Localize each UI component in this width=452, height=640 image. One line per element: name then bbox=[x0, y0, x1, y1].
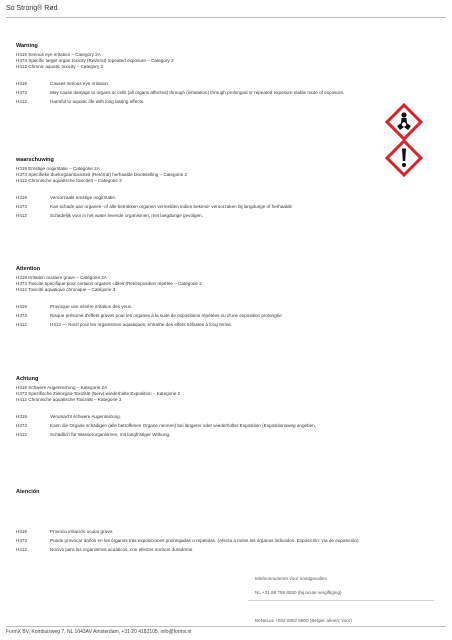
statement-text: Causes serious eye irritation. bbox=[50, 81, 110, 86]
section-heading: waarschuwing bbox=[16, 157, 54, 163]
hazard-statement bbox=[16, 430, 416, 439]
hazard-statement bbox=[16, 193, 416, 202]
classification-line: H319 Irritation oculaire grave – Catégorie 2A bbox=[16, 275, 107, 280]
hazard-statements bbox=[16, 412, 416, 439]
classification-line: H319 Schwere Augenreizung – Kategorie 2A bbox=[16, 385, 108, 390]
statement-code: H373 bbox=[16, 538, 27, 543]
classification-line: H319 Ernstige oogirritatie – Categorie 2A bbox=[16, 166, 100, 171]
hazard-statement bbox=[16, 302, 416, 311]
footer-address: FormX BV, Kombuisweg 7, NL 1043AV Amsterdam, +31 20 4182105, info@formx.nl bbox=[6, 629, 192, 635]
statement-code: H412 bbox=[16, 547, 27, 552]
statement-code: H412 bbox=[16, 432, 27, 437]
classification-line: H373 Spezifische Zielorgan-Toxizität (Nerv) wiederholte Exposition – Kategorie 2 bbox=[16, 391, 181, 396]
health-hazard-icon bbox=[384, 102, 424, 142]
statement-text: May cause damage to organs or cells (all organs affected) through (inhalation) through prolonged or repeated exposure stable route of exposure. bbox=[50, 90, 345, 95]
statement-text: H412 — Nocif pour les organismes aquatiques, entraîne des effets néfastes à long terme. bbox=[50, 322, 233, 327]
hazard-statements bbox=[16, 79, 416, 106]
hazard-statement bbox=[16, 421, 416, 430]
classification-line: H412 Chronic aquatic toxicity – Category 3 bbox=[16, 64, 104, 69]
hazard-statement bbox=[16, 211, 416, 220]
hazard-statement bbox=[16, 88, 416, 97]
statement-text: Kan schade aan organen -of alle betrokken organen vermelden indien bekend- veroorzaken bij langdurige of herhaalde bbox=[50, 204, 293, 209]
emergency-phone-nl: NL +31 88 755 8000 (bij acute vergiftiging) bbox=[255, 590, 342, 595]
statement-code: H412 bbox=[16, 213, 27, 218]
statement-text: Nocivo para los organismos acuáticos, con efectos nocivos duraderos. bbox=[50, 547, 194, 552]
hazard-statements bbox=[16, 302, 416, 329]
section-heading: Attention bbox=[16, 266, 41, 272]
statement-code: H373 bbox=[16, 204, 27, 209]
hazard-statements bbox=[16, 193, 416, 220]
document-title: So Strong® Rød bbox=[6, 5, 58, 12]
statement-code: H373 bbox=[16, 423, 27, 428]
statement-text: Puede provocar daños en los órganos tras exposiciones prolongadas o repetidas. (Afecta a todos los órganos indicados. Exposición: vía de exposición) bbox=[50, 538, 359, 543]
contact-divider bbox=[248, 600, 434, 601]
statement-code: H319 bbox=[16, 304, 27, 309]
hazard-statement bbox=[16, 311, 416, 320]
emergency-label: telefoonnummer voor noodgevallen bbox=[255, 576, 328, 581]
section-french bbox=[16, 266, 416, 329]
hazard-statement bbox=[16, 412, 416, 421]
section-german bbox=[16, 376, 416, 439]
classification-line: H412 Chronische aquatische Toxizität – Kategorie 3 bbox=[16, 397, 122, 402]
statement-text: Kann die Organe schädigen (alle betroffenen Organe nennen) bei längerer oder wiederholter Exposition (Expositionsweg angeben, bbox=[50, 423, 317, 428]
section-heading: Warning bbox=[16, 43, 38, 49]
section-heading: Achtung bbox=[16, 376, 39, 382]
emergency-phone-benelux: BeNeLux +032 0802 5800 (België, alleen: voor) bbox=[255, 618, 352, 623]
hazard-statement bbox=[16, 202, 416, 211]
classification-line: H373 Specifieke doelorgaantoxiciteit (Ret/irrat) herhaalde blootstelling – Categorie 2 bbox=[16, 172, 188, 177]
statement-text: Provoque une sévère irritation des yeux. bbox=[50, 304, 133, 309]
statement-code: H373 bbox=[16, 90, 27, 95]
section-dutch bbox=[16, 157, 416, 220]
classification-line: H412 Chronische aquatische toxiciteit – Categorie 3 bbox=[16, 178, 122, 183]
section-heading: Atención bbox=[16, 489, 40, 495]
statement-text: Harmful to aquatic life with long lasting effects. bbox=[50, 99, 145, 104]
hazard-statement bbox=[16, 320, 416, 329]
statement-text: Verursacht schwere Augenreizung. bbox=[50, 414, 121, 419]
statement-text: Risque présumé d'effets graves pour les organes à la suite de expositions répétées ou d'une exposition prolongée bbox=[50, 313, 282, 318]
footer-rule bbox=[6, 626, 446, 627]
classification-line: H319 Serious eye irritation – Category 2A bbox=[16, 52, 101, 57]
statement-code: H319 bbox=[16, 195, 27, 200]
statement-code: H319 bbox=[16, 81, 27, 86]
statement-code: H412 bbox=[16, 99, 27, 104]
hazard-statement bbox=[16, 536, 416, 545]
hazard-statement bbox=[16, 527, 416, 536]
exclamation-mark-icon bbox=[384, 138, 424, 178]
statement-code: H319 bbox=[16, 414, 27, 419]
section-english bbox=[16, 43, 416, 106]
statement-code: H319 bbox=[16, 529, 27, 534]
statement-code: H412 bbox=[16, 322, 27, 327]
hazard-statement bbox=[16, 545, 416, 554]
classification-line: H373 Toxicité spécifique pour certains organes cibles (Ret/exposition répétée – Catégorie 2 bbox=[16, 281, 202, 286]
classification-line: H412 Toxicité aquatique chronique – Catégorie 3 bbox=[16, 287, 116, 292]
statement-text: Veroorzaakt ernstige oogirritatie. bbox=[50, 195, 117, 200]
hazard-statement bbox=[16, 97, 416, 106]
header-rule bbox=[6, 17, 446, 18]
statement-text: Schädlich für Wasserorganismen, mit langfristiger Wirkung. bbox=[50, 432, 171, 437]
hazard-statements bbox=[16, 527, 416, 554]
section-spanish bbox=[16, 489, 416, 554]
statement-text: Provoca irritación ocular grave. bbox=[50, 529, 114, 534]
hazard-statement bbox=[16, 79, 416, 88]
statement-text: Schadelijk voor in het water levende organismen, met langdurige gevolgen. bbox=[50, 213, 203, 218]
classification-line: H373 Specific target organ toxicity (Ret/irrat) repeated exposure – Category 2 bbox=[16, 58, 174, 63]
statement-code: H373 bbox=[16, 313, 27, 318]
